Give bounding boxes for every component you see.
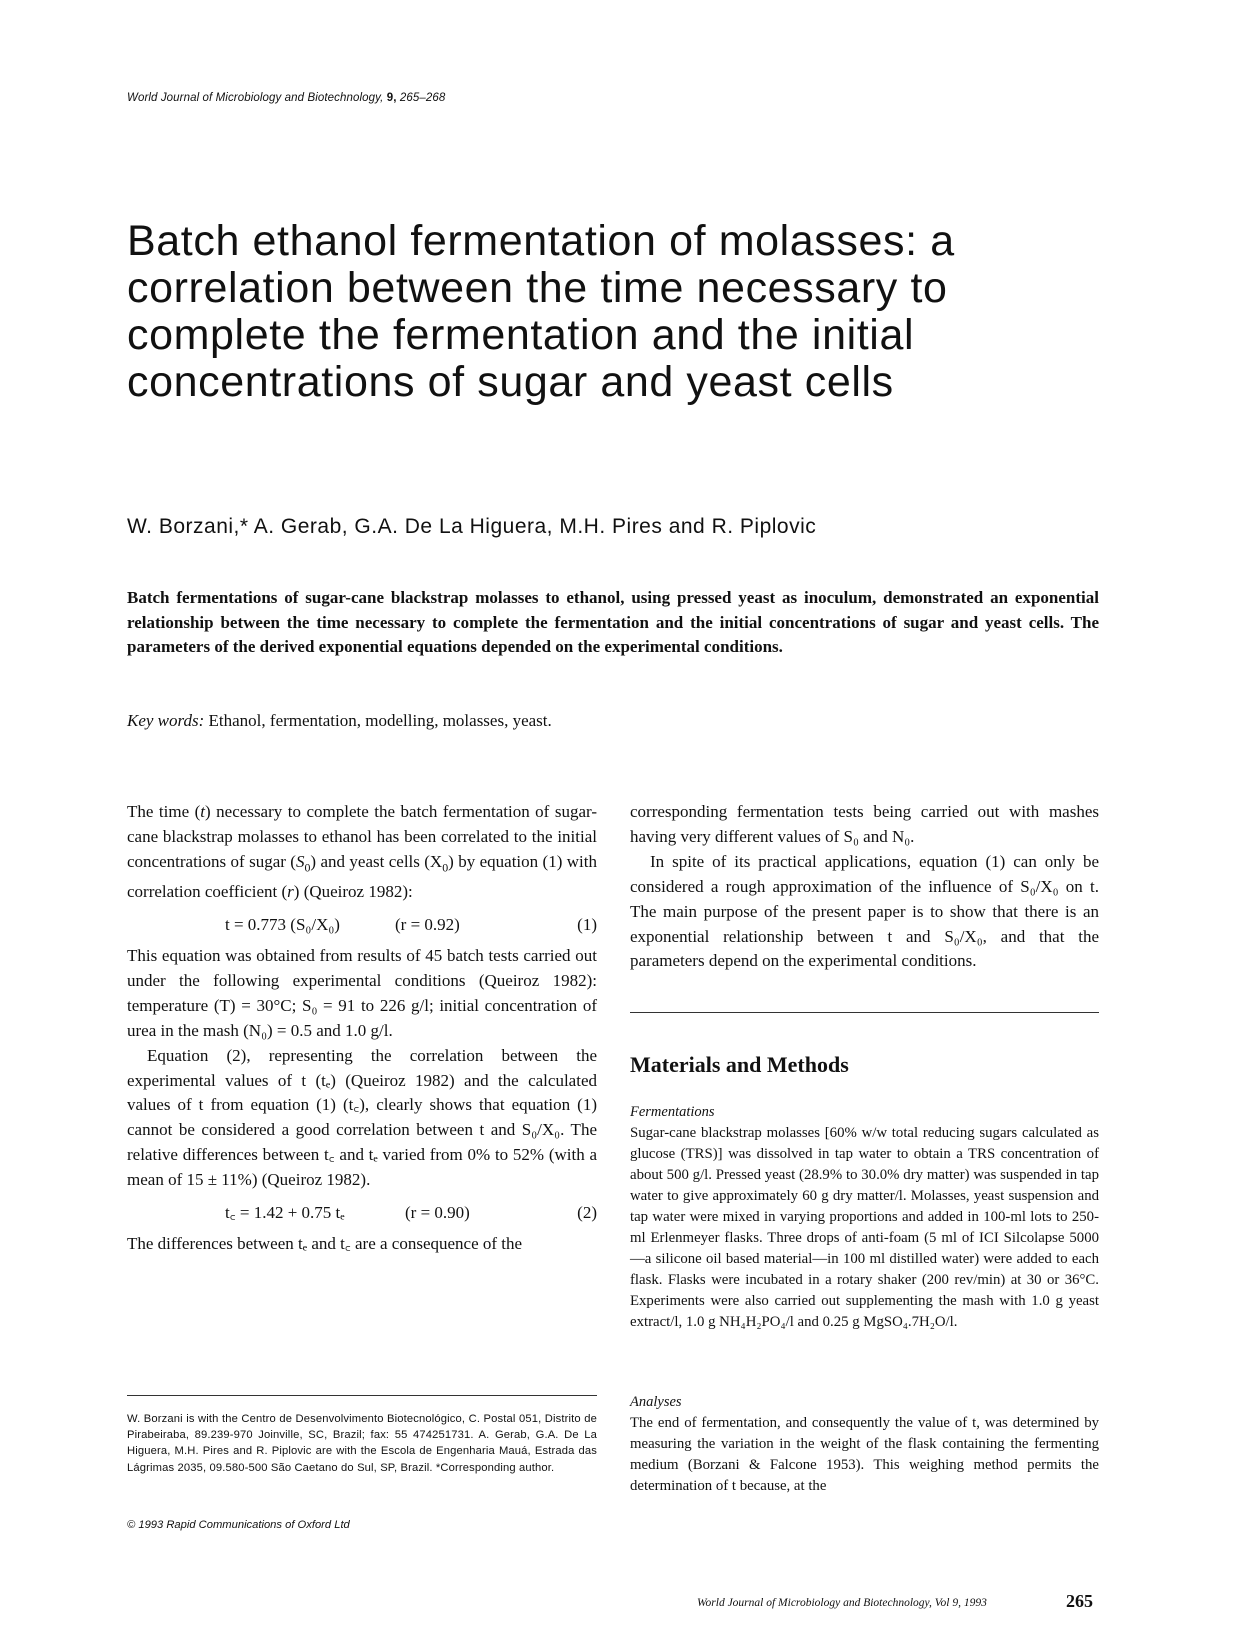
- body-paragraph: This equation was obtained from results of 45 batch tests carried out under the following experimental conditions (Queiroz 1982): temperature (T) = 30°C; S₀ = 91 to 226 g/l; initial concentration of urea in the mash (N₀) = 0.5 and 1.0 g/l.: [127, 946, 597, 1040]
- equation-1: [127, 913, 597, 938]
- subsection-heading: Analyses: [630, 1394, 682, 1410]
- body-paragraph: The differences between tₑ and t꜀ are a consequence of the: [127, 1234, 523, 1254]
- title-line: concentrations of sugar and yeast cells: [127, 358, 894, 406]
- running-header-journal: World Journal of Microbiology and Biotechnology,: [127, 92, 384, 104]
- footer-journal: World Journal of Microbiology and Biotechnology, Vol 9, 1993: [697, 1597, 987, 1609]
- methods-paragraph: Sugar-cane blackstrap molasses [60% w/w total reducing sugars calculated as glucose (TRS)] was dissolved in tap water to obtain a TRS concentration of about 500 g/l. Pressed yeast (28.9% to 30.0% dry matter) was suspended in tap water to give approximately 60 g dry matter/l. Molasses, yeast suspension and tap water were mixed in varying proportions and added in 100-ml lots to 250-ml Erlenmeyer flasks. Three drops of anti-foam (5 ml of ICI Silcolapse 5000—a silicone oil based material—in 100 ml distilled water) were added to each flask. Flasks were incubated in a rotary shaker (200 rev/min) at 30 or 36°C. Experiments were also carried out supplementing the mash with 1.0 g yeast extract/l, 1.0 g NH₄H₂PO₄/l and 0.25 g MgSO₄.7H₂O/l.: [630, 1125, 1099, 1330]
- left-column: [127, 800, 597, 1257]
- section-divider: [630, 1012, 1099, 1013]
- equation-2-number: (2): [577, 1203, 597, 1223]
- page-number: 265: [1066, 1591, 1093, 1611]
- equation-2-coefficient: (r = 0.90): [405, 1203, 470, 1223]
- running-header-pages: 265–268: [399, 92, 446, 104]
- methods-fermentations: [630, 1102, 1099, 1333]
- body-paragraph: In spite of its practical applications, equation (1) can only be considered a rough approximation of the influence of S₀/X₀ on t. The main purpose of the present paper is to show that there is an exponential relationship between t and S₀/X₀, and that the parameters depend on the experimental conditions.: [630, 851, 1099, 971]
- section-heading: Materials and Methods: [630, 1052, 849, 1077]
- footnote-divider: [127, 1395, 597, 1396]
- equation-1-coefficient: (r = 0.92): [395, 915, 460, 935]
- copyright-notice: © 1993 Rapid Communications of Oxford Ltd: [127, 1519, 350, 1531]
- keywords: [127, 711, 552, 731]
- running-header: [127, 92, 445, 104]
- body-paragraph: Equation (2), representing the correlation between the experimental values of t (tₑ) (Queiroz 1982) and the calculated values of t from equation (1) (t꜀), clearly shows that equation (1) cannot be considered a good correlation between t and S₀/X₀. The relative differences between t꜀ and tₑ varied from 0% to 52% (with a mean of 15 ± 11%) (Queiroz 1982).: [127, 1045, 597, 1190]
- author-affiliation-footnote: W. Borzani is with the Centro de Desenvolvimento Biotecnológico, C. Postal 051, Distrito de Pirabeiraba, 89.239-970 Joinville, SC, Brazil; fax: 55 474251731. A. Gerab, G.A. De La Higuera, M.H. Pires and R. Piplovic are with the Escola de Engenharia Mauá, Estrada das Lágrimas 2035, 09.580-500 São Caetano do Sul, SP, Brazil. *Corresponding author.: [127, 1413, 597, 1474]
- right-column: [630, 800, 1099, 974]
- keywords-text: Ethanol, fermentation, modelling, molasses, yeast.: [208, 711, 552, 730]
- keywords-label: Key words:: [127, 711, 205, 730]
- title-line: correlation between the time necessary to: [127, 264, 948, 312]
- author-list: W. Borzani,* A. Gerab, G.A. De La Higuera, M.H. Pires and R. Piplovic: [127, 515, 817, 538]
- methods-analyses: [630, 1392, 1099, 1497]
- title-line: Batch ethanol fermentation of molasses: a: [127, 217, 955, 265]
- analyses-paragraph: The end of fermentation, and consequently the value of t, was determined by measuring the variation in the weight of the flask containing the fermenting medium (Borzani & Falcone 1953). This weighing method permits the determination of t because, at the: [630, 1415, 1099, 1494]
- subsection-heading: Fermentations: [630, 1104, 715, 1120]
- intro-paragraph: The time (t) necessary to complete the batch fermentation of sugar-cane blackstrap molasses to ethanol has been correlated to the initial concentrations of sugar $(S_0)$ and yeast cells $(X_0)$ by equation (1) with correlation coefficient (r) (Queiroz 1982):: [127, 802, 597, 902]
- title-line: complete the fermentation and the initial: [127, 311, 915, 359]
- article-title: [127, 218, 1127, 406]
- equation-1-expression: t = 0.773 (S₀/X₀): [225, 915, 340, 935]
- equation-2: [127, 1201, 597, 1226]
- running-header-volume: 9,: [386, 92, 397, 104]
- abstract: Batch fermentations of sugar-cane blackstrap molasses to ethanol, using pressed yeast as inoculum, demonstrated an exponential relationship between the time necessary to complete the fermentation and the initial concentrations of sugar and yeast cells. The parameters of the derived exponential equations depended on the experimental conditions.: [127, 588, 1099, 656]
- equation-2-expression: t꜀ = 1.42 + 0.75 tₑ: [225, 1203, 345, 1223]
- body-paragraph: corresponding fermentation tests being carried out with mashes having very different values of S₀ and N₀.: [630, 802, 1099, 846]
- equation-1-number: (1): [577, 915, 597, 935]
